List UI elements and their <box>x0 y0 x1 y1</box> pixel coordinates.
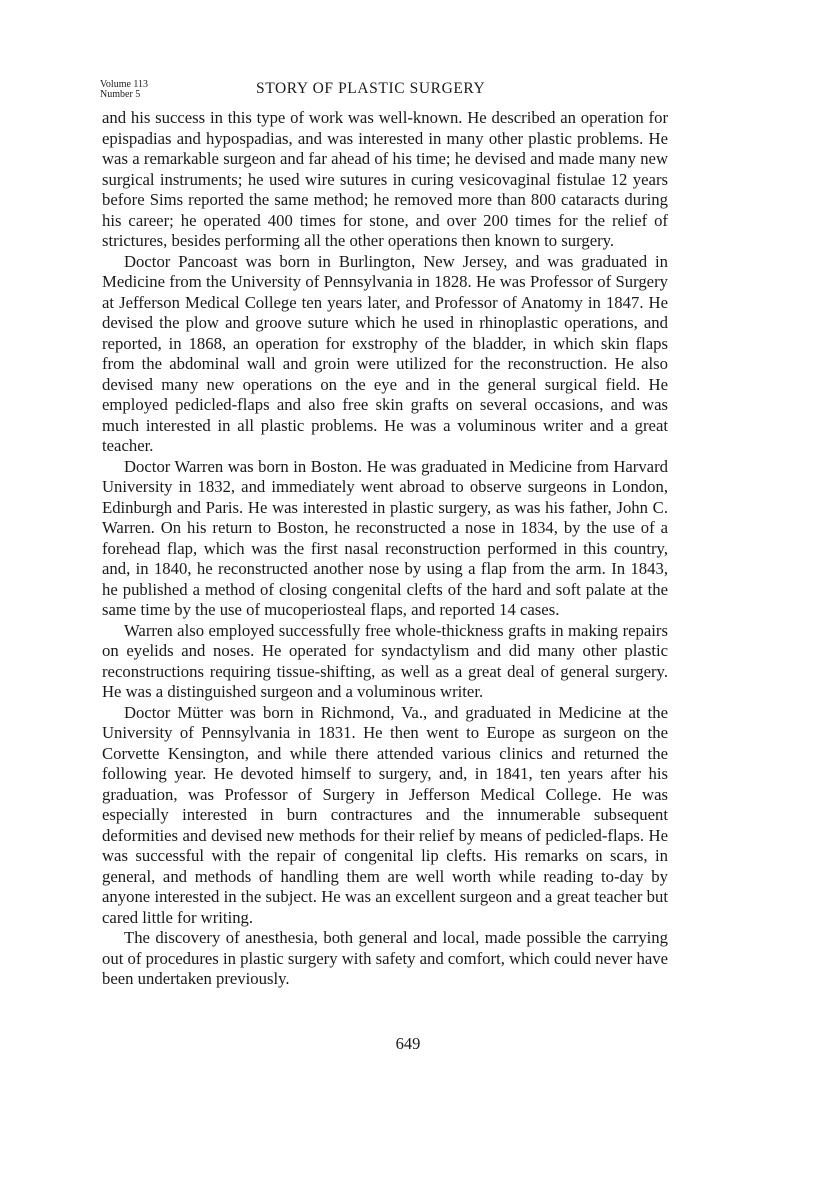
number-label: Number 5 <box>100 89 141 100</box>
volume-info <box>100 80 148 100</box>
body-text <box>102 108 668 990</box>
page-number: 649 <box>395 1034 421 1053</box>
volume-label: Volume 113 <box>100 79 149 90</box>
paragraph: Doctor Pancoast was born in Burlington, New Jersey, and was graduated in Medicine from the University of Pennsylvania in 1828. He was Professor of Surgery at Jefferson Medical College ten years later, and Professor of Anatomy in 1847. He devised the plow and groove suture which he used in rhinoplastic operations, and reported, in 1868, an operation for exstrophy of the bladder, in which skin flaps from the abdominal wall and groin were utilized for the reconstruction. He also devised many new operations on the eye and in the general surgical field. He employed pedicled-flaps and also free skin grafts on several occasions, and was much interested in all plastic problems. He was a voluminous writer and a great teacher. <box>102 251 668 455</box>
paragraph: Doctor Mütter was born in Richmond, Va., and graduated in Medicine at the University of Pennsylvania in 1831. He then went to Europe as surgeon on the Corvette Kensington, and while there attended various clinics and returned the following year. He devoted himself to surgery, and, in 1841, ten years after his graduation, was Professor of Surgery in Jefferson Medical College. He was especially interested in burn contractures and the innumerable subsequent deformities and devised new methods for their relief by means of pedicled-flaps. He was successful with the repair of congenital lip clefts. His remarks on scars, in general, and methods of handling them are well worth while reading to-day by anyone interested in the subject. He was an excellent surgeon and a great teacher but cared little for writing. <box>102 702 668 927</box>
running-header <box>100 80 670 108</box>
paragraph: and his success in this type of work was well-known. He described an operation for epispadias and hypospadias, and was interested in many other plastic problems. He was a remarkable surgeon and far ahead of his time; he devised and made many new surgical instruments; he used wire sutures in curing vesicovaginal fistulae 12 years before Sims reported the same method; he removed more than 800 cataracts during his career; he operated 400 times for stone, and over 200 times for the relief of strictures, besides performing all the other operations then known to surgery. <box>102 108 668 250</box>
paragraph: Doctor Warren was born in Boston. He was graduated in Medicine from Harvard University in 1832, and immediately went abroad to observe surgeons in London, Edinburgh and Paris. He was interested in plastic surgery, as was his father, John C. Warren. On his return to Boston, he reconstructed a nose in 1834, by the use of a forehead flap, which was the first nasal reconstruction performed in this country, and, in 1840, he reconstructed another nose by using a flap from the arm. In 1843, he published a method of closing congenital clefts of the hard and soft palate at the same time by the use of mucoperiosteal flaps, and reported 14 cases. <box>102 456 668 619</box>
running-title: STORY OF PLASTIC SURGERY <box>256 80 486 97</box>
paragraph: The discovery of anesthesia, both general and local, made possible the carrying out of procedures in plastic surgery with safety and comfort, which could never have been undertaken previously. <box>102 928 668 988</box>
paragraph: Warren also employed successfully free whole-thickness grafts in making repairs on eyelids and noses. He operated for syndactylism and did many other plastic reconstructions requiring tissue-shifting, as well as a great deal of general surgery. He was a distinguished surgeon and a voluminous writer. <box>102 620 668 701</box>
